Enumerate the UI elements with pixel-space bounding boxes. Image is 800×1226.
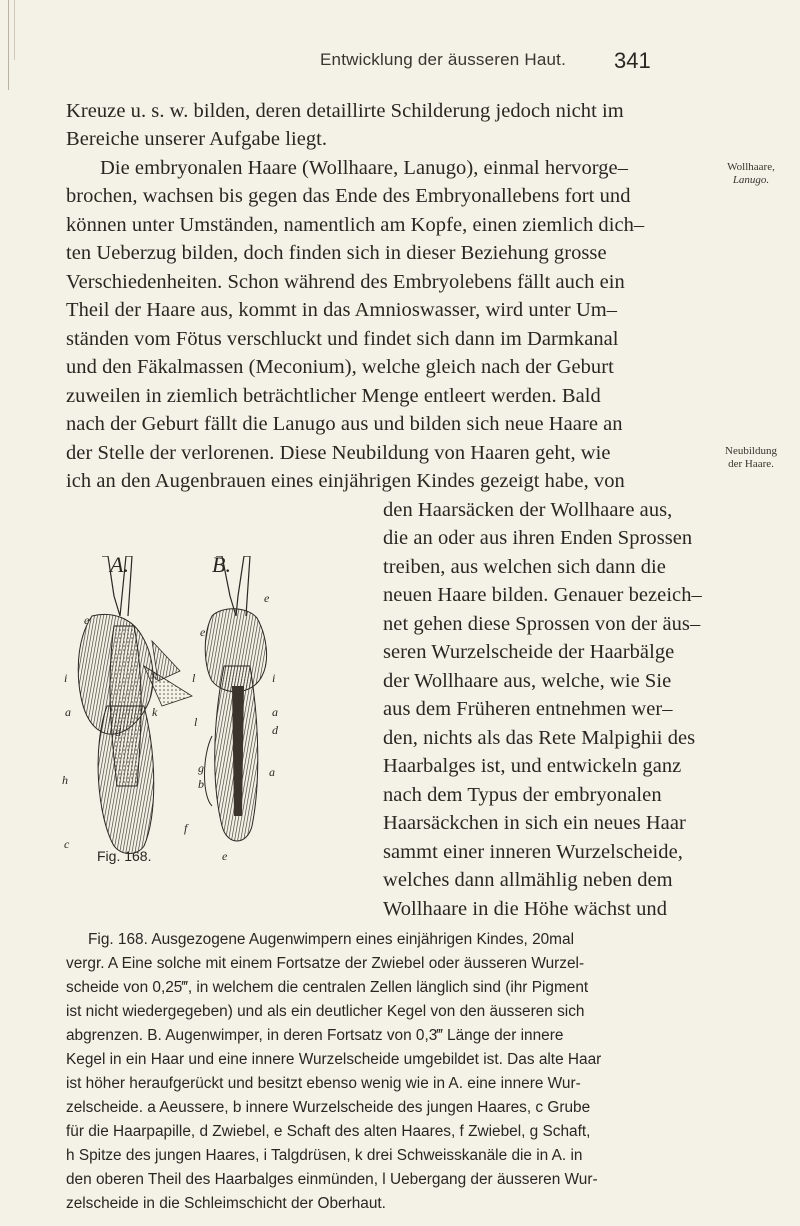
fig-letter-d: d xyxy=(115,725,121,739)
text-line: seren Wurzelscheide der Haarbälge xyxy=(383,641,675,663)
caption-line: zelscheide. a Aeussere, b innere Wurzelscheide des jungen Haares, c Grube xyxy=(66,1099,591,1116)
fig-letter-l: l xyxy=(192,671,196,685)
page-number: 341 xyxy=(614,48,651,73)
text-line: neuen Haare bilden. Genauer bezeich– xyxy=(383,584,702,606)
figure-168 xyxy=(62,556,382,868)
margin-note-line: Lanugo. xyxy=(732,174,770,186)
hair-follicle-illustration xyxy=(62,556,382,868)
text-line: nach der Geburt fällt die Lanugo aus und bilden sich neue Haare an xyxy=(66,413,623,435)
text-line: aus dem Früheren entnehmen wer– xyxy=(383,698,673,720)
text-line: treiben, aus welchen sich dann die xyxy=(383,556,666,578)
text-line: sammt einer inneren Wurzelscheide, xyxy=(383,841,683,863)
caption-line: den oberen Theil des Haarbalges einmünden, l Uebergang der äusseren Wur- xyxy=(66,1171,598,1188)
text-line: ich an den Augenbrauen eines einjährigen Kindes gezeigt habe, von xyxy=(66,470,625,492)
text-line: ten Ueberzug bilden, doch finden sich in dieser Beziehung grosse xyxy=(66,242,607,264)
caption-line: ist nicht wiedergegeben) und als ein deutlicher Kegel von den äusseren sich xyxy=(66,1003,585,1020)
figure-label: Fig. 168. xyxy=(97,848,152,864)
caption-line: Kegel in ein Haar und eine innere Wurzelscheide umgebildet ist. Das alte Haar xyxy=(66,1051,602,1068)
text-line: und den Fäkalmassen (Meconium), welche gleich nach der Geburt xyxy=(66,356,614,378)
text-line: brochen, wachsen bis gegen das Ende des Embryonallebens fort und xyxy=(66,185,631,207)
running-title: Entwicklung der äusseren Haut. xyxy=(320,50,567,69)
fig-letter-l: l xyxy=(194,715,198,729)
caption-line: zelscheide in die Schleimschicht der Oberhaut. xyxy=(66,1195,386,1212)
hair-a xyxy=(78,556,192,854)
text-line: Bereiche unserer Aufgabe liegt. xyxy=(66,128,328,150)
page-header xyxy=(0,50,800,78)
text-line: Haarbalges ist, und entwickeln ganz xyxy=(383,755,682,777)
text-line: Haarsäckchen in sich ein neues Haar xyxy=(383,812,686,834)
fig-letter-k: k xyxy=(152,669,158,683)
fig-letter-e: e xyxy=(264,591,270,605)
fig-letter-h: h xyxy=(62,773,68,787)
text-line: zuweilen in ziemlich beträchtlicher Menge entleert werden. Bald xyxy=(66,385,601,407)
fig-letter-a: a xyxy=(65,705,71,719)
caption-line: vergr. A Eine solche mit einem Fortsatze der Zwiebel oder äusseren Wurzel- xyxy=(66,955,585,972)
fig-letter-d: d xyxy=(272,723,278,737)
fig-letter-a: a xyxy=(272,705,278,719)
fig-letter-e: e xyxy=(200,625,206,639)
margin-note-line: der Haare. xyxy=(728,458,774,470)
text-line: Wollhaare in die Höhe wächst und xyxy=(383,898,668,920)
text-line: den Haarsäcken der Wollhaare aus, xyxy=(383,499,673,521)
text-line: Theil der Haare aus, kommt in das Amnioswasser, wird unter Um– xyxy=(66,299,618,321)
caption-line: Fig. 168. Ausgezogene Augenwimpern eines einjährigen Kindes, 20mal xyxy=(88,931,574,948)
fig-letter-b: b xyxy=(198,777,204,791)
caption-line: abgrenzen. B. Augenwimper, in deren Fortsatz von 0,3‴ Länge der innere xyxy=(66,1027,564,1044)
text-line: den, nichts als das Rete Malpighii des xyxy=(383,727,696,749)
fig-letter-a: a xyxy=(269,765,275,779)
fig-letter-k: k xyxy=(152,705,158,719)
panel-label-b: B. xyxy=(212,556,231,577)
fig-letter-e: e xyxy=(84,613,90,627)
text-line: Kreuze u. s. w. bilden, deren detaillirte Schilderung jedoch nicht im xyxy=(66,100,624,122)
caption-line: ist höher heraufgerückt und besitzt ebenso wenig wie in A. eine innere Wur- xyxy=(66,1075,581,1092)
fig-letter-f: f xyxy=(184,821,188,835)
text-line: net gehen diese Sprossen von der äus– xyxy=(383,613,701,635)
text-line: der Stelle der verlorenen. Diese Neubildung von Haaren geht, wie xyxy=(66,442,611,464)
fig-letter-e: e xyxy=(222,849,228,863)
text-line: ständen vom Fötus verschluckt und findet sich dann im Darmkanal xyxy=(66,328,619,350)
fig-letter-c: c xyxy=(64,837,70,851)
caption-line: scheide von 0,25‴, in welchem die centralen Zellen länglich sind (ihr Pigment xyxy=(66,979,589,996)
caption-line: h Spitze des jungen Haares, i Talgdrüsen, k drei Schweisskanäle die in A. in xyxy=(66,1147,583,1164)
text-line: Die embryonalen Haare (Wollhaare, Lanugo), einmal hervorge– xyxy=(100,157,629,179)
fig-letter-g: g xyxy=(198,761,204,775)
text-line: der Wollhaare aus, welche, wie Sie xyxy=(383,670,672,692)
fig-letter-i: i xyxy=(64,671,68,685)
hair-b xyxy=(205,556,267,841)
text-line: können unter Umständen, namentlich am Kopfe, einen ziemlich dich– xyxy=(66,214,645,236)
fig-letter-i: i xyxy=(272,671,276,685)
text-line: die an oder aus ihren Enden Sprossen xyxy=(383,527,693,549)
panel-label-a: A. xyxy=(110,556,129,577)
margin-note-wollhaare xyxy=(705,161,797,187)
margin-note-line: Neubildung xyxy=(725,445,777,457)
text-line: Verschiedenheiten. Schon während des Embryolebens fällt auch ein xyxy=(66,271,625,293)
text-line: nach dem Typus der embryonalen xyxy=(383,784,662,806)
text-line: welches dann allmählig neben dem xyxy=(383,869,673,891)
caption-line: für die Haarpapille, d Zwiebel, e Schaft des alten Haares, f Zwiebel, g Schaft, xyxy=(66,1123,591,1140)
margin-note-line: Wollhaare, xyxy=(727,161,775,173)
margin-note-neubildung xyxy=(705,445,797,471)
